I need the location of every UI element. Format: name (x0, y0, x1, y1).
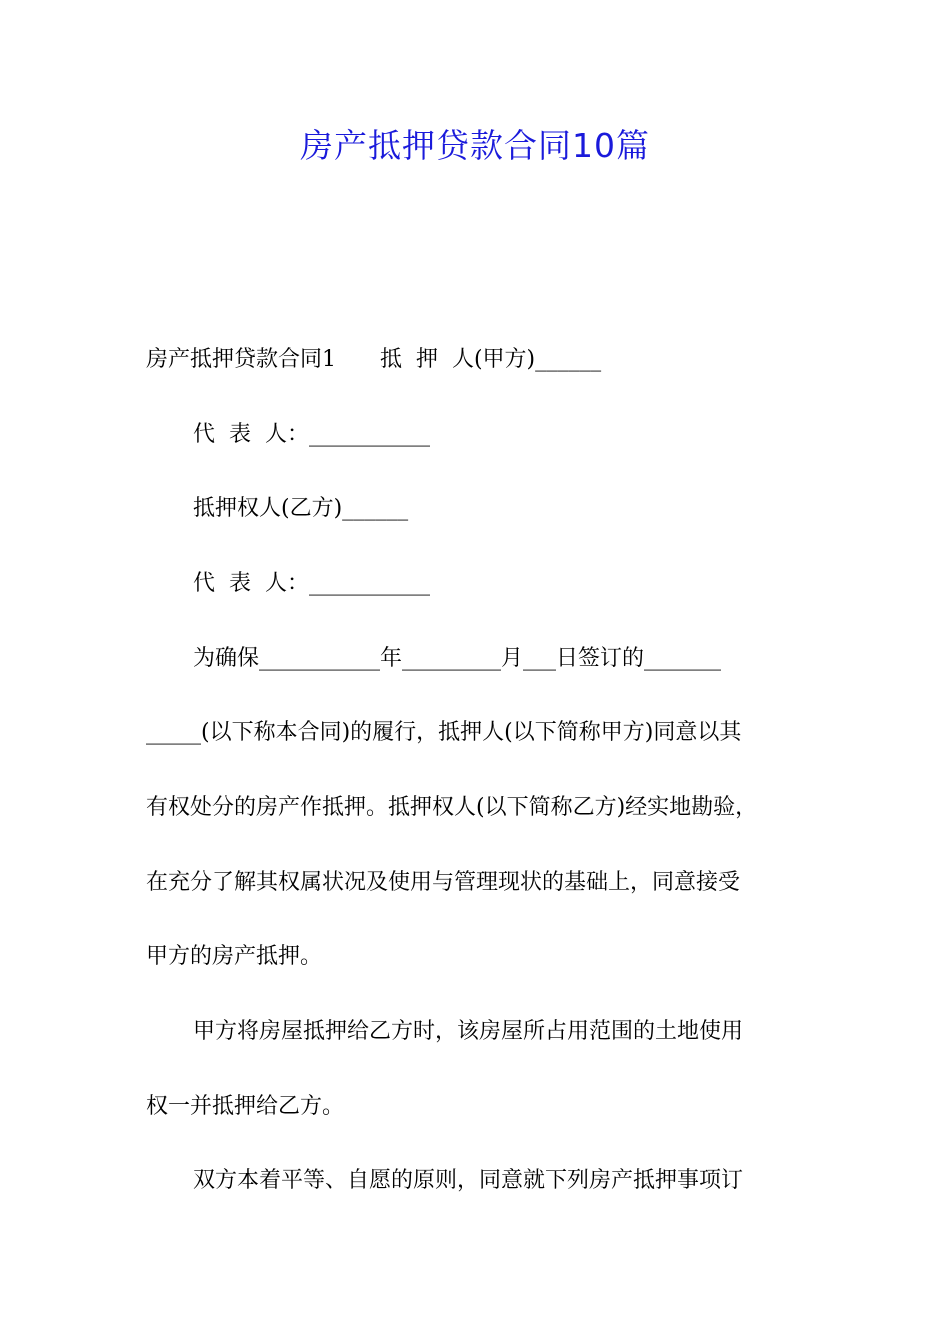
mortgagee-line: 抵押权人(乙方)______ (193, 496, 409, 521)
representative-line-a: 代 表 人：___________ (193, 422, 430, 447)
contract-heading-line: 房产抵押贷款合同1 抵 押 人(甲方)______ (146, 347, 602, 372)
paragraph-line: 甲方将房屋抵押给乙方时，该房屋所占用范围的土地使用 (193, 1019, 744, 1044)
representative-line-b: 代 表 人：___________ (193, 571, 430, 596)
paragraph-line: 甲方的房产抵押。 (146, 944, 323, 969)
paragraph-line: _____(以下称本合同)的履行，抵押人(以下简称甲方)同意以其 (146, 720, 742, 745)
paragraph-line: 双方本着平等、自愿的原则，同意就下列房产抵押事项订 (193, 1168, 744, 1193)
paragraph-line: 有权处分的房产作抵押。抵押权人(以下简称乙方)经实地勘验， (146, 795, 758, 820)
paragraph-line: 在充分了解其权属状况及使用与管理现状的基础上，同意接受 (146, 870, 741, 895)
paragraph-line: 权一并抵押给乙方。 (146, 1094, 345, 1119)
paragraph-line: 为确保___________年_________月___日签订的_______ (193, 646, 722, 671)
document-title: 房产抵押贷款合同10篇 (300, 126, 650, 165)
